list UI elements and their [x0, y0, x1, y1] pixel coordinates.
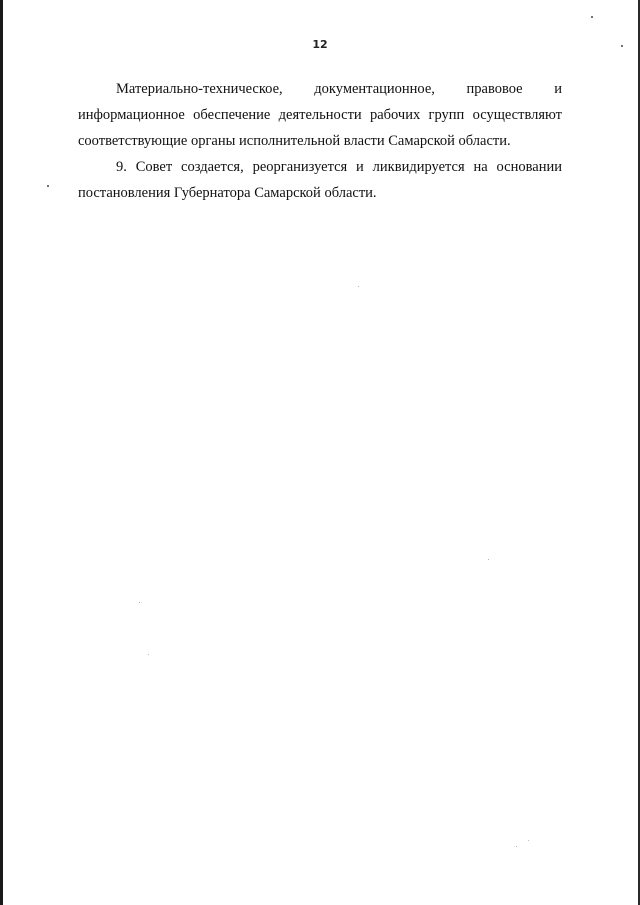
paragraph-9-council-creation: 9. Совет создается, реорганизуется и ликвидируется на основании постановления Губернатора Самарской области. [78, 159, 562, 201]
scan-speck [47, 185, 49, 187]
document-body [78, 76, 562, 206]
paragraph-support-provision: Материально-техническое, документационное, правовое и информационное обеспечение деятельности рабочих групп осуществляют соответствующие органы исполнительной власти Самарской области. [78, 81, 562, 149]
scan-speck [621, 45, 623, 47]
scan-speck [139, 602, 140, 603]
scan-speck [358, 286, 359, 287]
scan-speck [528, 840, 529, 841]
scan-edge-left [0, 0, 3, 905]
page-number: 12 [312, 38, 328, 51]
scan-speck [516, 846, 517, 847]
scan-speck [488, 559, 489, 560]
scan-speck [591, 16, 593, 18]
scan-speck [148, 654, 149, 655]
